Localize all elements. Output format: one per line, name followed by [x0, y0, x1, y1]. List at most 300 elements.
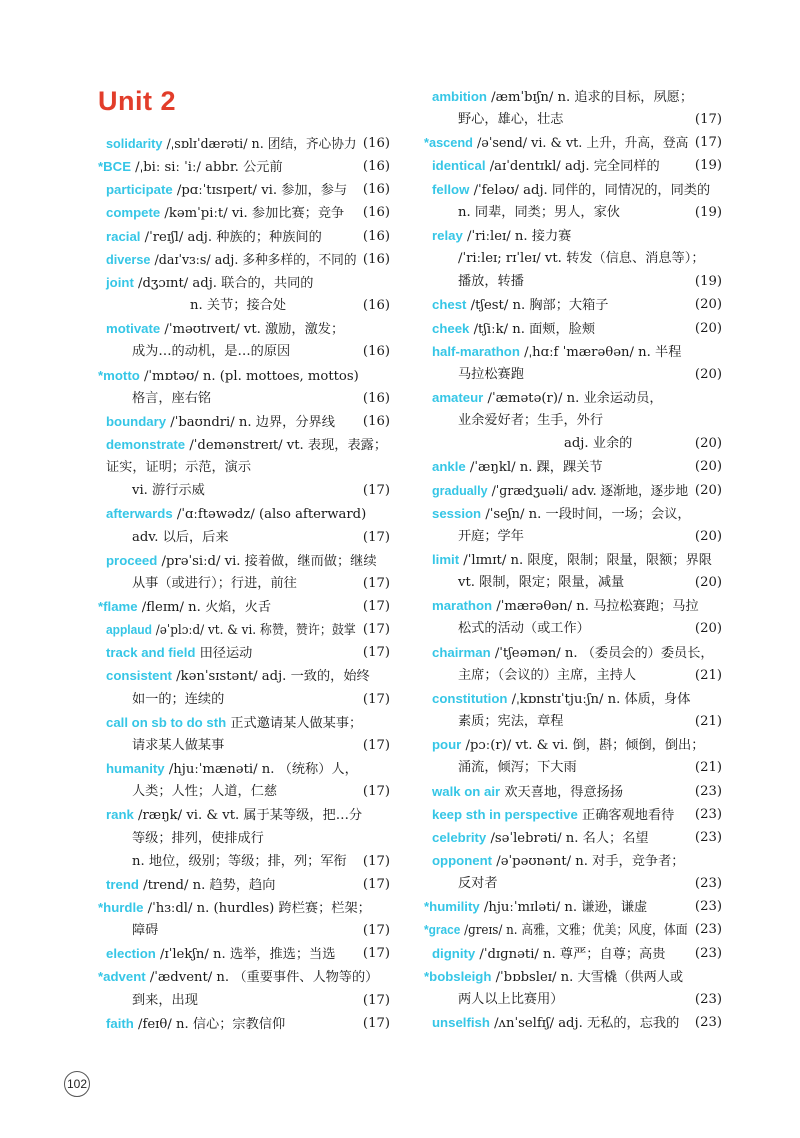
- vocab-line: [98, 457, 390, 479]
- vocab-text: [106, 1013, 285, 1036]
- vocab-definition: /ˈæmətə(r)/ n. 业余运动员，: [483, 390, 663, 406]
- vocab-line: [432, 734, 722, 756]
- vocab-headword: amateur: [432, 389, 484, 405]
- vocab-text: [106, 226, 322, 249]
- vocab-text: [458, 202, 620, 224]
- vocab-line: [98, 411, 390, 433]
- vocab-line: [98, 388, 390, 410]
- vocab-page-ref: (21): [694, 714, 722, 730]
- vocab-definition: 反对者: [458, 876, 498, 892]
- vocab-line: [98, 295, 390, 317]
- vocab-page-ref: (17): [362, 784, 390, 800]
- vocab-definition: /ˈməʊtɪveɪt/ vt. 激励，激发；: [160, 322, 345, 338]
- vocab-definition: /ˈseʃn/ n. 一段时间，一场；会议，: [481, 506, 691, 522]
- vocab-page-ref: (17): [362, 1015, 390, 1031]
- vocab-page-ref: (23): [694, 806, 722, 822]
- vocab-headword: diverse: [106, 251, 151, 267]
- vocab-line: [424, 966, 722, 988]
- vocab-text: [432, 86, 693, 109]
- vocab-line: [98, 735, 390, 757]
- vocab-definition: n. 同辈，同类；男人，家伙: [458, 204, 620, 220]
- vocab-page-ref: (19): [694, 204, 722, 220]
- vocab-definition: /ɡreɪs/ n. 高雅，文雅；优美；风度，体面: [460, 923, 688, 939]
- vocab-line: [98, 272, 390, 294]
- vocab-line: [424, 132, 722, 154]
- vocab-text: [106, 411, 335, 434]
- vocab-definition: n. 关节；接合处: [190, 298, 287, 314]
- vocab-text: [432, 850, 684, 873]
- vocab-definition: 野心，雄心，壮志: [458, 112, 564, 128]
- vocab-definition: /kənˈsɪstənt/ adj. 一致的，始终: [171, 669, 370, 685]
- vocab-page-ref: (16): [362, 413, 390, 429]
- vocab-definition: /ˈædvent/ n. （重要事件、人物等的）: [145, 970, 379, 986]
- vocab-definition: /əˈpəʊnənt/ n. 对手，竞争者；: [492, 853, 685, 869]
- vocab-headword: walk on air: [432, 783, 501, 799]
- vocab-text: [432, 318, 595, 341]
- asterisk-marker: *: [98, 969, 104, 985]
- vocab-text: [432, 549, 712, 572]
- asterisk-marker: *: [98, 159, 104, 175]
- vocab-text: [432, 294, 608, 317]
- vocab-text: [98, 156, 283, 179]
- vocab-definition: 主席；（会议的）主席，主持人: [458, 667, 637, 683]
- vocab-page-ref: (17): [362, 876, 390, 892]
- vocab-headword: cheek: [432, 320, 470, 336]
- vocab-page-ref: (23): [694, 1015, 722, 1030]
- vocab-line: [98, 1013, 390, 1035]
- vocab-line: [432, 86, 722, 108]
- vocab-text: [106, 665, 370, 688]
- vocab-text: [458, 873, 498, 895]
- vocab-page-ref: (17): [694, 135, 722, 151]
- vocab-headword: bobsleigh: [429, 968, 492, 984]
- vocab-definition: 人类；人性；人道，仁慈: [132, 784, 278, 800]
- vocab-definition: 素质；宪法，章程: [458, 714, 564, 730]
- vocab-definition: /ˈreɪʃl/ adj. 种族的；种族间的: [140, 229, 322, 245]
- vocab-definition: vi. 游行示威: [132, 483, 205, 499]
- vocab-line: [424, 896, 722, 918]
- vocab-line: [98, 341, 390, 363]
- vocab-line: [432, 665, 722, 687]
- vocab-page-ref: (20): [694, 459, 722, 475]
- vocab-headword: compete: [106, 205, 161, 221]
- vocab-line: [98, 943, 390, 965]
- vocab-text: [98, 596, 271, 619]
- vocab-page-ref: (17): [362, 853, 390, 869]
- vocab-text: [132, 480, 205, 502]
- vocab-line: [432, 943, 722, 965]
- vocab-definition: /prəˈsiːd/ vi. 接着做，继而做；继续: [157, 553, 377, 569]
- vocab-line: [98, 897, 390, 919]
- vocab-page-ref: (20): [694, 575, 722, 591]
- vocab-headword: gradually: [432, 482, 488, 498]
- vocab-definition: vt. 限制，限定；限量，减量: [458, 575, 625, 591]
- vocab-text: [132, 990, 198, 1012]
- vocab-text: [458, 364, 524, 386]
- vocab-headword: consistent: [106, 668, 172, 684]
- vocab-line: [98, 920, 390, 942]
- vocab-headword: dignity: [432, 945, 476, 961]
- vocab-line: [98, 202, 390, 224]
- vocab-text: [458, 271, 524, 293]
- vocab-definition: 正式邀请某人做某事；: [226, 715, 363, 731]
- vocab-text: [432, 1012, 679, 1035]
- vocab-definition: /ˈriːleɪ; rɪˈleɪ/ vt. 转发（信息、消息等）；: [458, 251, 705, 267]
- vocab-definition: /ˈɡrædʒuəli/ adv. 逐渐地，逐步地: [487, 483, 689, 499]
- vocab-line: [98, 758, 390, 780]
- vocab-text: [432, 804, 674, 827]
- vocab-headword: session: [432, 505, 482, 521]
- vocab-definition: 田径运动: [195, 646, 253, 662]
- vocab-text: [458, 410, 603, 432]
- vocab-page-ref: (16): [362, 298, 390, 314]
- vocab-definition: /ɪˈlekʃn/ n. 选举，推选；当选: [155, 947, 336, 963]
- vocab-definition: /ˌsɒlɪˈdærəti/ n. 团结，齐心协力: [162, 137, 357, 152]
- vocab-line: [98, 990, 390, 1012]
- vocab-line: [98, 665, 390, 687]
- vocab-definition: /daɪˈvɜːs/ adj. 多种多样的，不同的: [150, 252, 357, 268]
- vocab-line: [432, 109, 722, 131]
- vocab-page-ref: (21): [694, 667, 722, 683]
- vocab-line: [98, 851, 390, 873]
- vocab-definition: /əˈsend/ vi. & vt. 上升，升高，登高: [472, 136, 689, 152]
- vocab-text: [432, 595, 699, 618]
- vocab-page-ref: (16): [362, 182, 390, 198]
- vocab-line: [432, 595, 722, 617]
- vocab-headword: trend: [106, 876, 139, 892]
- vocab-text: [106, 550, 377, 573]
- vocab-definition: /tʃest/ n. 胸部；大箱子: [466, 298, 609, 314]
- vocab-line: [98, 828, 390, 850]
- vocab-definition: 涌流，倾泻；下大雨: [458, 760, 577, 776]
- vocab-line: [432, 225, 722, 247]
- vocab-headword: pour: [432, 737, 462, 753]
- vocab-headword: constitution: [432, 690, 508, 706]
- vocab-text: [432, 688, 690, 711]
- vocab-line: [98, 480, 390, 502]
- vocab-headword: participate: [106, 182, 173, 198]
- vocab-definition: 业余爱好者；生手，外行: [458, 413, 604, 429]
- vocab-page-ref: (17): [362, 691, 390, 707]
- vocab-text: [106, 179, 347, 202]
- vocab-headword: faith: [106, 1015, 134, 1031]
- vocab-line: [432, 850, 722, 872]
- vocab-headword: call on sb to do sth: [106, 714, 227, 730]
- vocab-line: [98, 527, 390, 549]
- vocab-definition: /səˈlebrəti/ n. 名人；名望: [486, 830, 649, 846]
- vocab-page-ref: (19): [694, 274, 722, 290]
- vocab-page-ref: (20): [694, 528, 722, 544]
- vocab-definition: /æmˈbɪʃn/ n. 追求的目标，夙愿；: [486, 90, 694, 105]
- vocab-headword: motivate: [106, 321, 161, 337]
- vocab-text: [132, 388, 211, 410]
- vocab-headword: applaud: [106, 622, 152, 638]
- vocab-line: [432, 711, 722, 733]
- vocab-page-ref: (17): [362, 622, 390, 638]
- vocab-text: [424, 896, 647, 919]
- asterisk-marker: *: [424, 968, 430, 984]
- vocab-page-ref: (23): [694, 899, 722, 915]
- vocab-text: [106, 249, 357, 272]
- vocab-line: [432, 572, 722, 594]
- vocab-page-ref: (17): [362, 575, 390, 591]
- vocab-text: [106, 503, 366, 526]
- vocab-text: [106, 457, 251, 479]
- vocab-definition: /ˈmɒtəʊ/ n. (pl. mottoes, mottos): [139, 368, 359, 384]
- vocab-headword: election: [106, 946, 156, 962]
- vocab-text: [458, 618, 590, 640]
- vocab-line: [98, 503, 390, 525]
- vocab-text: [132, 527, 229, 549]
- vocab-line: [432, 781, 722, 803]
- vocab-line: [432, 503, 722, 525]
- vocab-text: [432, 827, 649, 850]
- vocab-text: [432, 503, 691, 526]
- vocab-headword: solidarity: [106, 136, 163, 151]
- vocab-definition: adv. 以后，后来: [132, 529, 229, 545]
- vocab-page-ref: (23): [694, 945, 722, 961]
- vocab-headword: keep sth in perspective: [432, 806, 578, 822]
- vocab-text: [424, 132, 688, 155]
- vocab-definition: 松式的活动（或工作）: [458, 621, 590, 637]
- asterisk-marker: *: [98, 899, 104, 915]
- vocab-headword: proceed: [106, 552, 158, 568]
- vocab-definition: /ˌhɑːf ˈmærəθən/ n. 半程: [519, 344, 682, 360]
- vocab-page-ref: (16): [362, 251, 390, 267]
- vocab-definition: /hjuːˈmænəti/ n. （统称）人，: [164, 762, 358, 778]
- vocab-definition: /pɔː(r)/ vt. & vi. 倒，斟；倾倒，倒出；: [461, 738, 705, 754]
- vocab-definition: /ˌkɒnstɪˈtjuːʃn/ n. 体质，身体: [507, 691, 691, 707]
- vocab-line: [432, 549, 722, 571]
- vocab-line: [98, 689, 390, 711]
- vocab-line: [432, 688, 722, 710]
- vocab-line: [432, 456, 722, 478]
- vocab-line: [432, 387, 722, 409]
- vocab-text: [432, 341, 681, 364]
- vocab-line: [432, 318, 722, 340]
- vocab-headword: fellow: [432, 181, 470, 197]
- vocab-text: [458, 989, 564, 1011]
- vocab-headword: demonstrate: [106, 436, 186, 452]
- vocab-headword: track and field: [106, 645, 196, 661]
- vocab-page-ref: (16): [362, 228, 390, 244]
- vocab-line: [432, 271, 722, 293]
- vocab-text: [106, 272, 313, 295]
- vocab-text: [424, 966, 683, 989]
- vocab-text: [132, 573, 297, 595]
- vocab-definition: /ˈfeləʊ/ adj. 同伴的，同情况的，同类的: [469, 182, 711, 198]
- vocab-definition: 障碍: [132, 923, 159, 939]
- vocab-line: [424, 919, 722, 941]
- vocab-page-ref: (17): [362, 483, 390, 499]
- vocab-definition: /ˌbiː siː ˈiː/ abbr. 公元前: [130, 160, 283, 176]
- vocab-line: [432, 989, 722, 1011]
- vocab-page-ref: (20): [694, 621, 722, 637]
- vocab-page-ref: (19): [694, 158, 722, 174]
- vocab-headword: ascend: [428, 135, 473, 151]
- asterisk-marker: *: [98, 599, 104, 614]
- vocab-headword: opponent: [432, 852, 493, 868]
- vocab-definition: 两人以上比赛用）: [458, 991, 564, 1007]
- vocab-headword: relay: [432, 227, 463, 243]
- vocab-definition: /ˈæŋkl/ n. 踝，踝关节: [465, 460, 603, 476]
- vocab-text: [432, 781, 623, 804]
- vocab-definition: /ˈɑːftəwədz/ (also afterward): [172, 507, 367, 523]
- vocab-text: [432, 943, 665, 966]
- vocab-headword: boundary: [106, 413, 167, 429]
- vocab-text: [132, 828, 264, 850]
- vocab-text: [432, 155, 660, 178]
- vocab-text: [106, 712, 362, 735]
- vocab-text: [458, 665, 636, 687]
- vocab-definition: /ˈbaʊndri/ n. 边界，分界线: [166, 414, 335, 430]
- vocab-line: [98, 966, 390, 988]
- vocab-line: [432, 618, 722, 640]
- vocab-page-ref: (20): [694, 436, 722, 452]
- vocab-page-ref: (17): [362, 599, 390, 614]
- vocab-headword: hurdle: [103, 899, 144, 915]
- vocab-line: [432, 410, 722, 432]
- vocab-line: [432, 341, 722, 363]
- page-number: 102: [64, 1071, 90, 1097]
- vocab-definition: /aɪˈdentɪkl/ adj. 完全同样的: [485, 159, 660, 175]
- vocab-headword: celebrity: [432, 829, 487, 845]
- vocab-line: [432, 827, 722, 849]
- vocab-page-ref: (23): [694, 922, 722, 938]
- vocab-text: [98, 897, 371, 920]
- vocab-text: [132, 851, 347, 873]
- vocab-text: [106, 874, 275, 897]
- vocab-definition: /dʒɔɪnt/ adj. 联合的，共同的: [133, 275, 314, 291]
- vocab-text: [106, 619, 356, 642]
- vocab-text: [458, 109, 564, 131]
- vocab-page-ref: (23): [694, 783, 722, 799]
- vocab-text: [132, 341, 290, 363]
- vocab-definition: /ˈriːleɪ/ n. 接力赛: [462, 228, 572, 244]
- asterisk-marker: *: [424, 135, 429, 151]
- vocab-definition: /ˈdemənstreɪt/ vt. 表现，表露；: [185, 437, 388, 453]
- vocab-page-ref: (17): [362, 946, 390, 962]
- vocab-page-ref: (16): [362, 344, 390, 360]
- vocab-text: [106, 642, 252, 665]
- vocab-definition: 成为…的动机，是…的原因: [132, 344, 291, 360]
- vocab-definition: /feɪθ/ n. 信心；宗教信仰: [133, 1016, 286, 1032]
- vocab-line: [98, 573, 390, 595]
- vocab-page-ref: (17): [362, 645, 390, 661]
- vocab-text: [432, 179, 710, 202]
- vocab-text: [132, 735, 224, 757]
- vocab-line: [98, 804, 390, 826]
- vocab-text: [432, 387, 663, 410]
- vocab-headword: joint: [106, 274, 134, 290]
- vocab-line: [98, 619, 390, 641]
- unit-title: Unit 2: [98, 86, 177, 116]
- vocab-page-ref: (17): [362, 992, 390, 1008]
- vocab-text: [106, 318, 344, 341]
- vocab-headword: unselfish: [432, 1015, 490, 1030]
- vocab-line: [98, 550, 390, 572]
- vocab-line: [432, 526, 722, 548]
- vocab-headword: identical: [432, 158, 486, 174]
- vocab-definition: /ˈbɒbsleɪ/ n. 大雪橇（供两人或: [491, 969, 684, 985]
- vocab-definition: 播放，转播: [458, 274, 524, 290]
- vocab-page-ref: (17): [694, 112, 722, 128]
- vocab-page-ref: (21): [694, 760, 722, 776]
- vocab-page-ref: (20): [694, 482, 722, 498]
- vocab-line: [432, 179, 722, 201]
- vocab-headword: racial: [106, 228, 141, 244]
- vocab-text: [458, 757, 577, 779]
- vocab-text: [564, 433, 632, 455]
- vocab-definition: 如一的；连续的: [132, 691, 225, 707]
- vocab-definition: 到来，出现: [132, 992, 198, 1008]
- vocab-definition: /trend/ n. 趋势，趋向: [138, 877, 276, 893]
- vocab-line: [98, 365, 390, 387]
- vocab-headword: ankle: [432, 459, 466, 475]
- vocab-definition: 等级；排列，使排成行: [132, 830, 264, 846]
- vocab-line: [432, 155, 722, 177]
- vocab-definition: /ʌnˈselfɪʃ/ adj. 无私的，忘我的: [489, 1016, 680, 1031]
- vocab-text: [432, 480, 688, 503]
- vocab-definition: 请求某人做某事: [132, 737, 225, 753]
- vocab-text: [458, 572, 624, 594]
- vocab-line: [432, 202, 722, 224]
- vocab-definition: 从事（或进行）；行进，前往: [132, 575, 297, 591]
- vocab-line: [98, 179, 390, 201]
- vocab-headword: rank: [106, 807, 134, 823]
- vocab-definition: adj. 业余的: [564, 436, 633, 452]
- vocab-text: [432, 456, 603, 479]
- vocab-text: [106, 758, 358, 781]
- vocab-definition: 格言，座右铭: [132, 390, 212, 406]
- vocab-definition: /ˈmærəθən/ n. 马拉松赛跑；马拉: [492, 599, 699, 615]
- vocab-line: [432, 873, 722, 895]
- vocab-headword: afterwards: [106, 506, 173, 522]
- vocab-text: [132, 689, 224, 711]
- vocab-line: [432, 364, 722, 386]
- vocab-line: [98, 133, 390, 155]
- vocab-text: [190, 295, 286, 317]
- vocab-line: [98, 156, 390, 178]
- vocab-definition: 证实，证明；示范，演示: [106, 460, 252, 476]
- vocab-page-ref: (17): [362, 923, 390, 939]
- vocab-definition: n. 地位，级别；等级；排，列；军衔: [132, 853, 347, 869]
- vocab-definition: 正确客观地看待: [577, 807, 675, 823]
- vocab-line: [98, 781, 390, 803]
- vocab-text: [132, 920, 158, 942]
- vocab-line: [432, 294, 722, 316]
- vocab-headword: advent: [103, 969, 146, 985]
- vocab-headword: humanity: [106, 761, 165, 777]
- vocab-definition: /ræŋk/ vi. & vt. 属于某等级，把…分: [133, 808, 363, 824]
- vocab-line: [432, 1012, 722, 1034]
- vocab-definition: 马拉松赛跑: [458, 366, 524, 382]
- vocab-text: [106, 202, 344, 225]
- vocab-definition: /tʃiːk/ n. 面颊，脸颊: [469, 321, 596, 337]
- vocab-text: [98, 966, 378, 989]
- vocab-line: [98, 318, 390, 340]
- vocab-headword: flame: [103, 599, 138, 614]
- asterisk-marker: *: [424, 922, 429, 938]
- vocab-page-ref: (23): [694, 991, 722, 1007]
- vocab-definition: /ˈlɪmɪt/ n. 限度，限制；限量，限额；界限: [459, 553, 712, 568]
- vocab-definition: /kəmˈpiːt/ vi. 参加比赛；竞争: [160, 206, 345, 222]
- vocab-text: [106, 434, 387, 457]
- vocab-line: [432, 248, 722, 270]
- vocab-line: [98, 712, 390, 734]
- vocab-line: [98, 596, 390, 618]
- vocab-line: [432, 804, 722, 826]
